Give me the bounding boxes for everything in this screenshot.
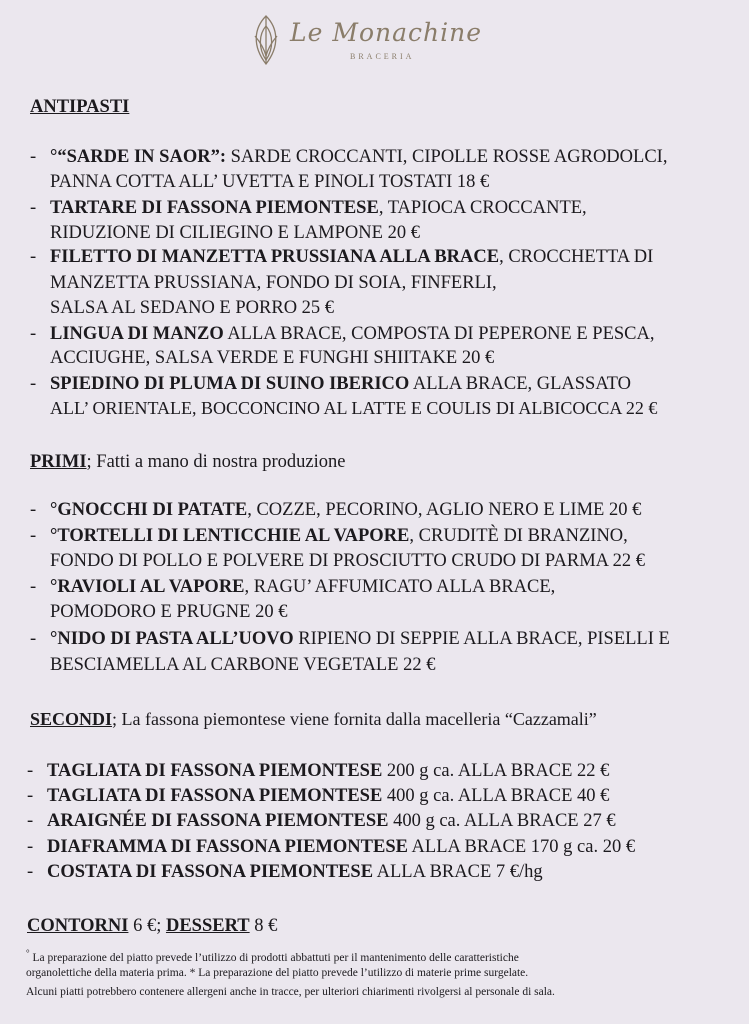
list-item <box>30 500 642 521</box>
artichoke-logo-icon <box>246 12 286 68</box>
dish-description: RIDUZIONE DI CILIEGINO E LAMPONE 20 € <box>50 223 420 243</box>
dish-description: PANNA COTTA ALL’ UVETTA E PINOLI TOSTATI 18 € <box>50 172 490 192</box>
dish-description: ALL’ ORIENTALE, BOCCONCINO AL LATTE E COULIS DI ALBICOCCA 22 € <box>50 398 658 418</box>
dish-description: , RAGU’ AFFUMICATO ALLA BRACE, <box>244 577 556 597</box>
dish-name: SPIEDINO DI PLUMA DI SUINO IBERICO <box>50 374 410 394</box>
footnote-text: organolettiche della materia prima. * La preparazione del piatto prevede l’utilizzo di materie prime surgelate. <box>26 967 529 979</box>
list-item <box>50 223 420 244</box>
list-item <box>50 172 489 193</box>
item-dash: - <box>30 247 37 267</box>
footnote-line-3 <box>26 986 555 998</box>
item-dash: - <box>30 324 37 344</box>
dish-description: 400 g ca. ALLA BRACE 27 € <box>388 811 616 831</box>
dish-name: ARAIGNÉE DI FASSONA PIEMONTESE <box>47 811 389 831</box>
dish-name: °RAVIOLI AL VAPORE <box>50 577 245 597</box>
secondi-heading <box>30 709 597 730</box>
list-item <box>27 862 543 883</box>
dish-description: ACCIUGHE, SALSA VERDE E FUNGHI SHIITAKE 20 € <box>50 348 495 368</box>
contorni-dessert-line <box>27 916 277 937</box>
secondi-subtitle: ; La fassona piemontese viene fornita dalla macelleria “Cazzamali” <box>112 709 597 729</box>
item-dash: - <box>30 147 37 167</box>
list-item <box>30 577 556 598</box>
dish-name: TAGLIATA DI FASSONA PIEMONTESE <box>47 786 383 806</box>
dish-name: COSTATA DI FASSONA PIEMONTESE <box>47 862 374 882</box>
antipasti-heading <box>30 97 129 118</box>
list-item <box>27 837 636 858</box>
list-item <box>50 655 435 676</box>
primi-title: PRIMI <box>30 452 87 472</box>
footnote-line-1 <box>26 948 519 964</box>
contorni-price: 6 €; <box>128 916 166 936</box>
item-dash: - <box>30 577 37 597</box>
dish-name: DIAFRAMMA DI FASSONA PIEMONTESE <box>47 837 408 857</box>
list-item <box>50 551 645 572</box>
item-dash: - <box>27 862 34 882</box>
dish-description: FONDO DI POLLO E POLVERE DI PROSCIUTTO CRUDO DI PARMA 22 € <box>50 551 645 571</box>
list-item <box>30 629 670 650</box>
list-item <box>50 398 657 419</box>
dish-name: LINGUA DI MANZO <box>50 324 224 344</box>
dish-description: MANZETTA PRUSSIANA, FONDO DI SOIA, FINFERLI, <box>50 273 497 293</box>
list-item <box>27 761 610 782</box>
list-item <box>27 786 610 807</box>
dish-description: ALLA BRACE, COMPOSTA DI PEPERONE E PESCA, <box>223 324 655 344</box>
dish-description: ALLA BRACE 170 g ca. 20 € <box>407 837 636 857</box>
dish-description: , COZZE, PECORINO, AGLIO NERO E LIME 20 € <box>247 500 642 520</box>
list-item <box>50 348 494 369</box>
dish-name: TARTARE DI FASSONA PIEMONTESE <box>50 198 379 218</box>
list-item <box>50 273 497 294</box>
list-item <box>30 526 628 547</box>
dish-description: SARDE CROCCANTI, CIPOLLE ROSSE AGRODOLCI, <box>225 147 668 167</box>
restaurant-logo <box>246 12 482 72</box>
item-dash: - <box>30 526 37 546</box>
logo-name: Le Monachine <box>290 18 482 47</box>
logo-subtitle: BRACERIA <box>350 52 415 61</box>
dish-name: °“SARDE IN SAOR”: <box>50 147 226 167</box>
list-item <box>30 147 668 168</box>
footnote-text: Alcuni piatti potrebbero contenere allergeni anche in tracce, per ulteriori chiarimenti rivolgersi al personale di sala. <box>26 986 555 998</box>
item-dash: - <box>30 198 37 218</box>
item-dash: - <box>27 786 34 806</box>
item-dash: - <box>27 811 34 831</box>
dish-description: ALLA BRACE 7 €/hg <box>373 862 543 882</box>
dish-description: , CRUDITÈ DI BRANZINO, <box>409 526 628 546</box>
primi-subtitle: ; Fatti a mano di nostra produzione <box>86 452 346 472</box>
footnote-mark: ° <box>26 948 30 958</box>
dish-description: ALLA BRACE, GLASSATO <box>409 374 631 394</box>
item-dash: - <box>30 500 37 520</box>
primi-heading <box>30 452 345 473</box>
dish-description: SALSA AL SEDANO E PORRO 25 € <box>50 298 335 318</box>
list-item <box>30 374 631 395</box>
dish-description: 400 g ca. ALLA BRACE 40 € <box>382 786 610 806</box>
dish-name: °NIDO DI PASTA ALL’UOVO <box>50 629 294 649</box>
dessert-title: DESSERT <box>165 916 250 936</box>
dish-description: BESCIAMELLA AL CARBONE VEGETALE 22 € <box>50 655 436 675</box>
list-item <box>27 811 616 832</box>
antipasti-title: ANTIPASTI <box>30 97 130 117</box>
dish-name: °TORTELLI DI LENTICCHIE AL VAPORE <box>50 526 410 546</box>
item-dash: - <box>30 374 37 394</box>
list-item <box>30 198 587 219</box>
dish-description: POMODORO E PRUGNE 20 € <box>50 602 288 622</box>
dish-name: TAGLIATA DI FASSONA PIEMONTESE <box>47 761 383 781</box>
list-item <box>50 602 287 623</box>
list-item <box>30 324 655 345</box>
list-item <box>50 298 334 319</box>
dish-name: FILETTO DI MANZETTA PRUSSIANA ALLA BRACE <box>50 247 500 267</box>
dish-description: 200 g ca. ALLA BRACE 22 € <box>382 761 610 781</box>
dish-description: , TAPIOCA CROCCANTE, <box>378 198 587 218</box>
secondi-title: SECONDI <box>30 709 113 729</box>
list-item <box>30 247 654 268</box>
item-dash: - <box>30 629 37 649</box>
dish-name: °GNOCCHI DI PATATE <box>50 500 248 520</box>
item-dash: - <box>27 761 34 781</box>
footnote-text: La preparazione del piatto prevede l’utilizzo di prodotti abbattuti per il mantenimento delle caratteristiche <box>32 951 519 964</box>
contorni-title: CONTORNI <box>27 916 129 936</box>
footnote-line-2 <box>26 967 528 979</box>
dessert-price: 8 € <box>249 916 278 936</box>
item-dash: - <box>27 837 34 857</box>
dish-description: , CROCCHETTA DI <box>499 247 654 267</box>
dish-description: RIPIENO DI SEPPIE ALLA BRACE, PISELLI E <box>293 629 670 649</box>
